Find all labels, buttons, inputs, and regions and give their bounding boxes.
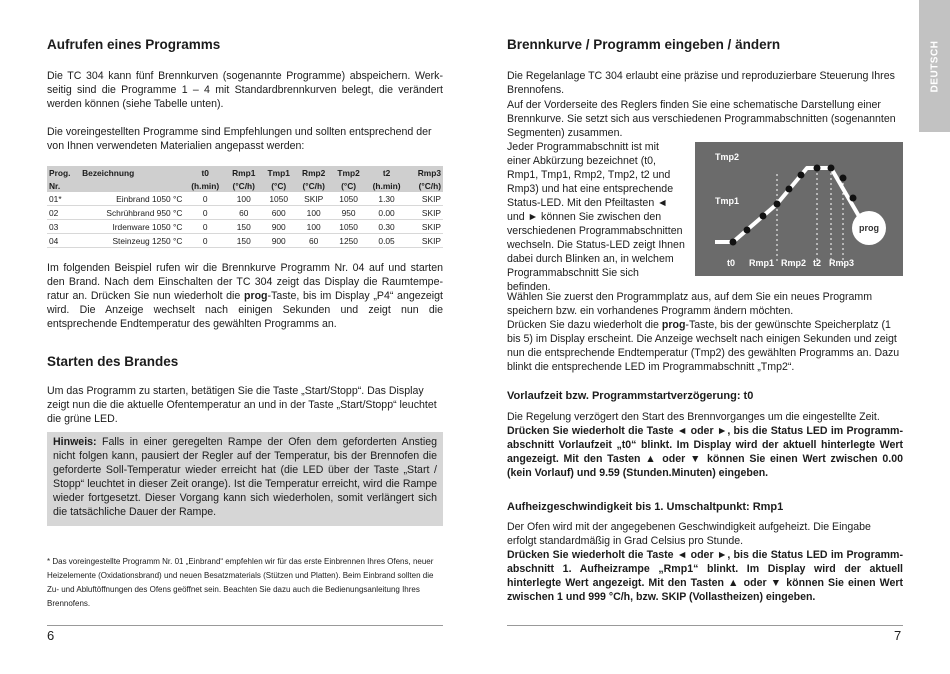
left-page-number: 6 bbox=[47, 628, 55, 643]
table-header-cell: t2 bbox=[366, 166, 408, 179]
table-row bbox=[47, 234, 443, 248]
hint-text: Falls in einer geregelten Rampe der Ofen dem geforderten Anstieg nicht folgen kann, pausiert der Regler auf der Temperatur, bis der Brennofen die geforderte Soll-Temperatur wieder erreicht hat (die LED über der Taste „Start / Stopp“ leuchtet in dieser Zeit orange). Ist die Temperatur erreicht, wird die Rampe wieder fortgesetzt. Dieser Vorgang kann sich wiederholen, somit verlängert sich die tatsächliche Dauer der Rampe. bbox=[53, 436, 437, 518]
left-footer-rule bbox=[47, 625, 443, 626]
hint-paragraph bbox=[47, 432, 443, 522]
table-cell: 1.30 bbox=[366, 192, 408, 206]
table-cell: 950 bbox=[331, 206, 365, 220]
p5-prog-key: prog bbox=[661, 319, 686, 331]
hint-label: Hinweis: bbox=[53, 436, 97, 448]
firing-curve-graphic bbox=[695, 142, 903, 276]
led-rmp3 bbox=[850, 195, 857, 202]
table-header-row bbox=[47, 166, 443, 179]
table-header-cell: Rmp1 bbox=[226, 166, 262, 179]
table-header-cell: (°C/h) bbox=[226, 179, 262, 192]
right-title: Brennkurve / Programm eingeben / ändern bbox=[507, 37, 781, 52]
table-header-cell: Bezeichnung bbox=[80, 166, 184, 179]
right-p3: Jeder Programmabschnitt ist mit einer Abkürzung bezeichnet (t0, Rmp1, Tmp1, Rmp2, Tmp2, t2 und Rmp3) und hat eine entsprechende Status-LED. Mit den Pfeiltasten ◄ und ► können Sie zwischen den verschiedenen Programmabschnitten wechseln. Die Status-LED zeigt Ihnen dabei durch Blinken an, in welchem Programmabschnitt Sie sich befinden. bbox=[507, 141, 685, 293]
led-tmp2 bbox=[814, 165, 821, 172]
right-p4: Wählen Sie zuerst den Programmplatz aus, auf dem Sie ein neues Programm speichern bzw. ein vorhandenes Programm ändern möchten. bbox=[507, 291, 873, 317]
left-title: Aufrufen eines Programms bbox=[47, 37, 221, 52]
table-cell: 600 bbox=[262, 206, 296, 220]
table-cell: 0 bbox=[184, 206, 226, 220]
section-rmp1-text: Der Ofen wird mit der angegebenen Geschwindigkeit aufgeheizt. Die Eingabe erfolgt standardmäßig in Grad Celsius pro Stunde. bbox=[507, 521, 871, 547]
right-page-number: 7 bbox=[894, 628, 902, 643]
led-rmp1 bbox=[744, 227, 751, 234]
table-cell: 0.00 bbox=[366, 206, 408, 220]
table-header-cell: (°C/h) bbox=[296, 179, 332, 192]
table-row bbox=[47, 192, 443, 206]
section-rmp1-instructions: Drücken Sie wiederholt die Taste ◄ oder ►, bis die Status LED im Programmabschnitt 1. Aufheizrampe „Rmp1“ blinkt. Im Display wird der aktuell hinterlegte Wert angezeigt. Mit den Tasten ▲ oder ▼ können Sie einen Wert zwischen 1 und 999 °C/h, bzw. SKIP (Vollastheizen) eingeben. bbox=[507, 549, 903, 603]
table-cell: 04 bbox=[47, 234, 80, 248]
table-cell: 1050 bbox=[262, 192, 296, 206]
start-text: Um das Programm zu starten, betätigen Sie die Taste „Start/Stopp“. Das Display zeigt nun die die aktuelle Ofentemperatur an und in der Taste „Start/Stopp“ leuchtet die grüne LED. bbox=[47, 385, 437, 425]
table-cell: 0 bbox=[184, 192, 226, 206]
hint-box bbox=[47, 432, 443, 526]
right-p2: Auf der Vorderseite des Reglers finden Sie eine schematische Darstellung einer Brennkurve. Sie setzt sich aus verschiedenen Programmabschnitten (sogenannten Segmenten) zusammen. bbox=[507, 99, 896, 139]
table-cell: 150 bbox=[226, 220, 262, 234]
table-cell: 0.30 bbox=[366, 220, 408, 234]
table-cell: 0 bbox=[184, 234, 226, 248]
right-p1: Die Regelanlage TC 304 erlaubt eine präzise und reproduzierbare Steuerung Ihres Brennofens. bbox=[507, 70, 895, 96]
left-example bbox=[47, 261, 443, 331]
led-rmp2 bbox=[798, 172, 805, 179]
table-header-cell bbox=[80, 179, 184, 192]
label-t2: t2 bbox=[813, 258, 822, 268]
table-row bbox=[47, 206, 443, 220]
section-t0-title: Vorlaufzeit bzw. Programmstartverzögerung: t0 bbox=[507, 390, 754, 402]
table-header-cell: (°C/h) bbox=[407, 179, 443, 192]
controller-panel bbox=[695, 142, 903, 276]
footnote: * Das voreingestellte Programm Nr. 01 „Einbrand“ empfehlen wir für das erste Einbrennen Ihres Ofens, neuer Heizelemente (Oxidationsbrand) und neuen Besatzmaterials (Stützen und Platten). Beim Einbrand sollten die Zu- und Abluftöffnungen des Ofens geöffnet sein. Beachten Sie dazu auch die Bedienungsanleitung Ihres Brennofens. bbox=[47, 557, 434, 608]
table-header-cell: t0 bbox=[184, 166, 226, 179]
table-cell: SKIP bbox=[407, 234, 443, 248]
table-cell: 1250 bbox=[331, 234, 365, 248]
p5-text-a: Drücken Sie dazu wiederholt die bbox=[507, 319, 662, 331]
table-cell: Einbrand 1050 °C bbox=[80, 192, 184, 206]
table-cell: 100 bbox=[296, 220, 332, 234]
table-cell: SKIP bbox=[296, 192, 332, 206]
table-cell: 0.05 bbox=[366, 234, 408, 248]
section-t0-text: Die Regelung verzögert den Start des Brennvorganges um die eingestellte Zeit. bbox=[507, 411, 880, 423]
led-rmp2 bbox=[786, 186, 793, 193]
example-text-b: -Taste, bis im Display „P4“ angezeigt wird. Die Anzeige wechselt nach einigen Sekunden und zeigt nun die entsprechende Endtemperatur des gewählten Programms an. bbox=[47, 290, 443, 330]
led-tmp1 bbox=[774, 201, 781, 208]
table-cell: 100 bbox=[226, 192, 262, 206]
table-cell: 60 bbox=[226, 206, 262, 220]
led-rmp1 bbox=[760, 213, 767, 220]
table-cell: Irdenware 1050 °C bbox=[80, 220, 184, 234]
language-tab-label: DEUTSCH bbox=[929, 40, 940, 92]
table-cell: 100 bbox=[296, 206, 332, 220]
table-cell: 900 bbox=[262, 234, 296, 248]
table-cell: 1050 bbox=[331, 220, 365, 234]
table-cell: 900 bbox=[262, 220, 296, 234]
p5-text-b: -Taste, bis der gewünschte Speicherplatz (1 bis 5) im Display erscheint. Die Anzeige wechselt nach einigen Sekunden und zeigt nun die entsprechende Endtemperatur (Tmp2) des gewählten Programms an. Dazu blinkt die entsprechende LED im Programmabschnitt „Tmp2“. bbox=[507, 319, 900, 373]
right-p5 bbox=[507, 318, 903, 374]
table-cell: 60 bbox=[296, 234, 332, 248]
left-intro: Die TC 304 kann fünf Brennkurven (sogenannte Programme) abspeichern. Werkseitig sind die Programme 1 – 4 mit Standardbrennkurven belegt, die verändert werden können (siehe Tabelle unten). bbox=[47, 70, 443, 110]
table-header-cell: Rmp3 bbox=[407, 166, 443, 179]
table-header-cell: Prog. bbox=[47, 166, 80, 179]
table-header-cell: (°C) bbox=[262, 179, 296, 192]
table-cell: 0 bbox=[184, 220, 226, 234]
table-header-cell: (h.min) bbox=[184, 179, 226, 192]
label-tmp1: Tmp1 bbox=[715, 196, 740, 206]
table-header-cell: (°C) bbox=[331, 179, 365, 192]
example-prog-key: prog bbox=[243, 290, 268, 302]
table-cell: 150 bbox=[226, 234, 262, 248]
table-cell: SKIP bbox=[407, 220, 443, 234]
led-rmp3 bbox=[840, 175, 847, 182]
start-title: Starten des Brandes bbox=[47, 354, 179, 369]
table-row bbox=[47, 220, 443, 234]
table-header-cell: Tmp2 bbox=[331, 166, 365, 179]
section-rmp1-title: Aufheizgeschwindigkeit bis 1. Umschaltpunkt: Rmp1 bbox=[507, 501, 784, 513]
table-cell: 03 bbox=[47, 220, 80, 234]
table-header-cell: (h.min) bbox=[366, 179, 408, 192]
table-header-cell: Tmp1 bbox=[262, 166, 296, 179]
table-cell: Steinzeug 1250 °C bbox=[80, 234, 184, 248]
label-rmp2: Rmp2 bbox=[781, 258, 807, 268]
example-text-a: Im folgenden Beispiel rufen wir die Brennkurve Programm Nr. 04 auf und starten den Brand. Nach dem Einschalten der TC 304 zeigt das Display die Raumtemperatur an. Drücken Sie nun wiederholt die bbox=[47, 262, 443, 302]
prog-button-label: prog bbox=[859, 223, 879, 233]
left-intro2: Die voreingestellten Programme sind Empfehlungen und sollten entsprechend der von Ihnen verwendeten Materialien angepasst werden: bbox=[47, 126, 432, 152]
label-rmp3: Rmp3 bbox=[829, 258, 855, 268]
table-cell: SKIP bbox=[407, 192, 443, 206]
table-header-cell: Rmp2 bbox=[296, 166, 332, 179]
table-cell: 02 bbox=[47, 206, 80, 220]
table-header-row bbox=[47, 179, 443, 192]
program-table bbox=[47, 166, 443, 248]
led-t2 bbox=[828, 165, 835, 172]
language-tab bbox=[919, 0, 950, 132]
right-footer-rule bbox=[507, 625, 903, 626]
led-t0 bbox=[730, 239, 737, 246]
table-header-cell: Nr. bbox=[47, 179, 80, 192]
table-cell: Schrühbrand 950 °C bbox=[80, 206, 184, 220]
label-rmp1: Rmp1 bbox=[749, 258, 775, 268]
table-cell: SKIP bbox=[407, 206, 443, 220]
table-cell: 1050 bbox=[331, 192, 365, 206]
label-tmp2: Tmp2 bbox=[715, 152, 740, 162]
label-t0: t0 bbox=[727, 258, 736, 268]
section-t0-instructions: Drücken Sie wiederholt die Taste ◄ oder ►, bis die Status LED im Programmabschnitt Vorlaufzeit „t0“ blinkt. Im Display wird der aktuell hinterlegte Wert angezeigt. Mit den Tasten ▲ oder ▼ können Sie einen Wert zwischen 0.00 (kein Vorlauf) und 9.59 (Stunden.Minuten) eingeben. bbox=[507, 425, 903, 479]
table-cell: 01* bbox=[47, 192, 80, 206]
